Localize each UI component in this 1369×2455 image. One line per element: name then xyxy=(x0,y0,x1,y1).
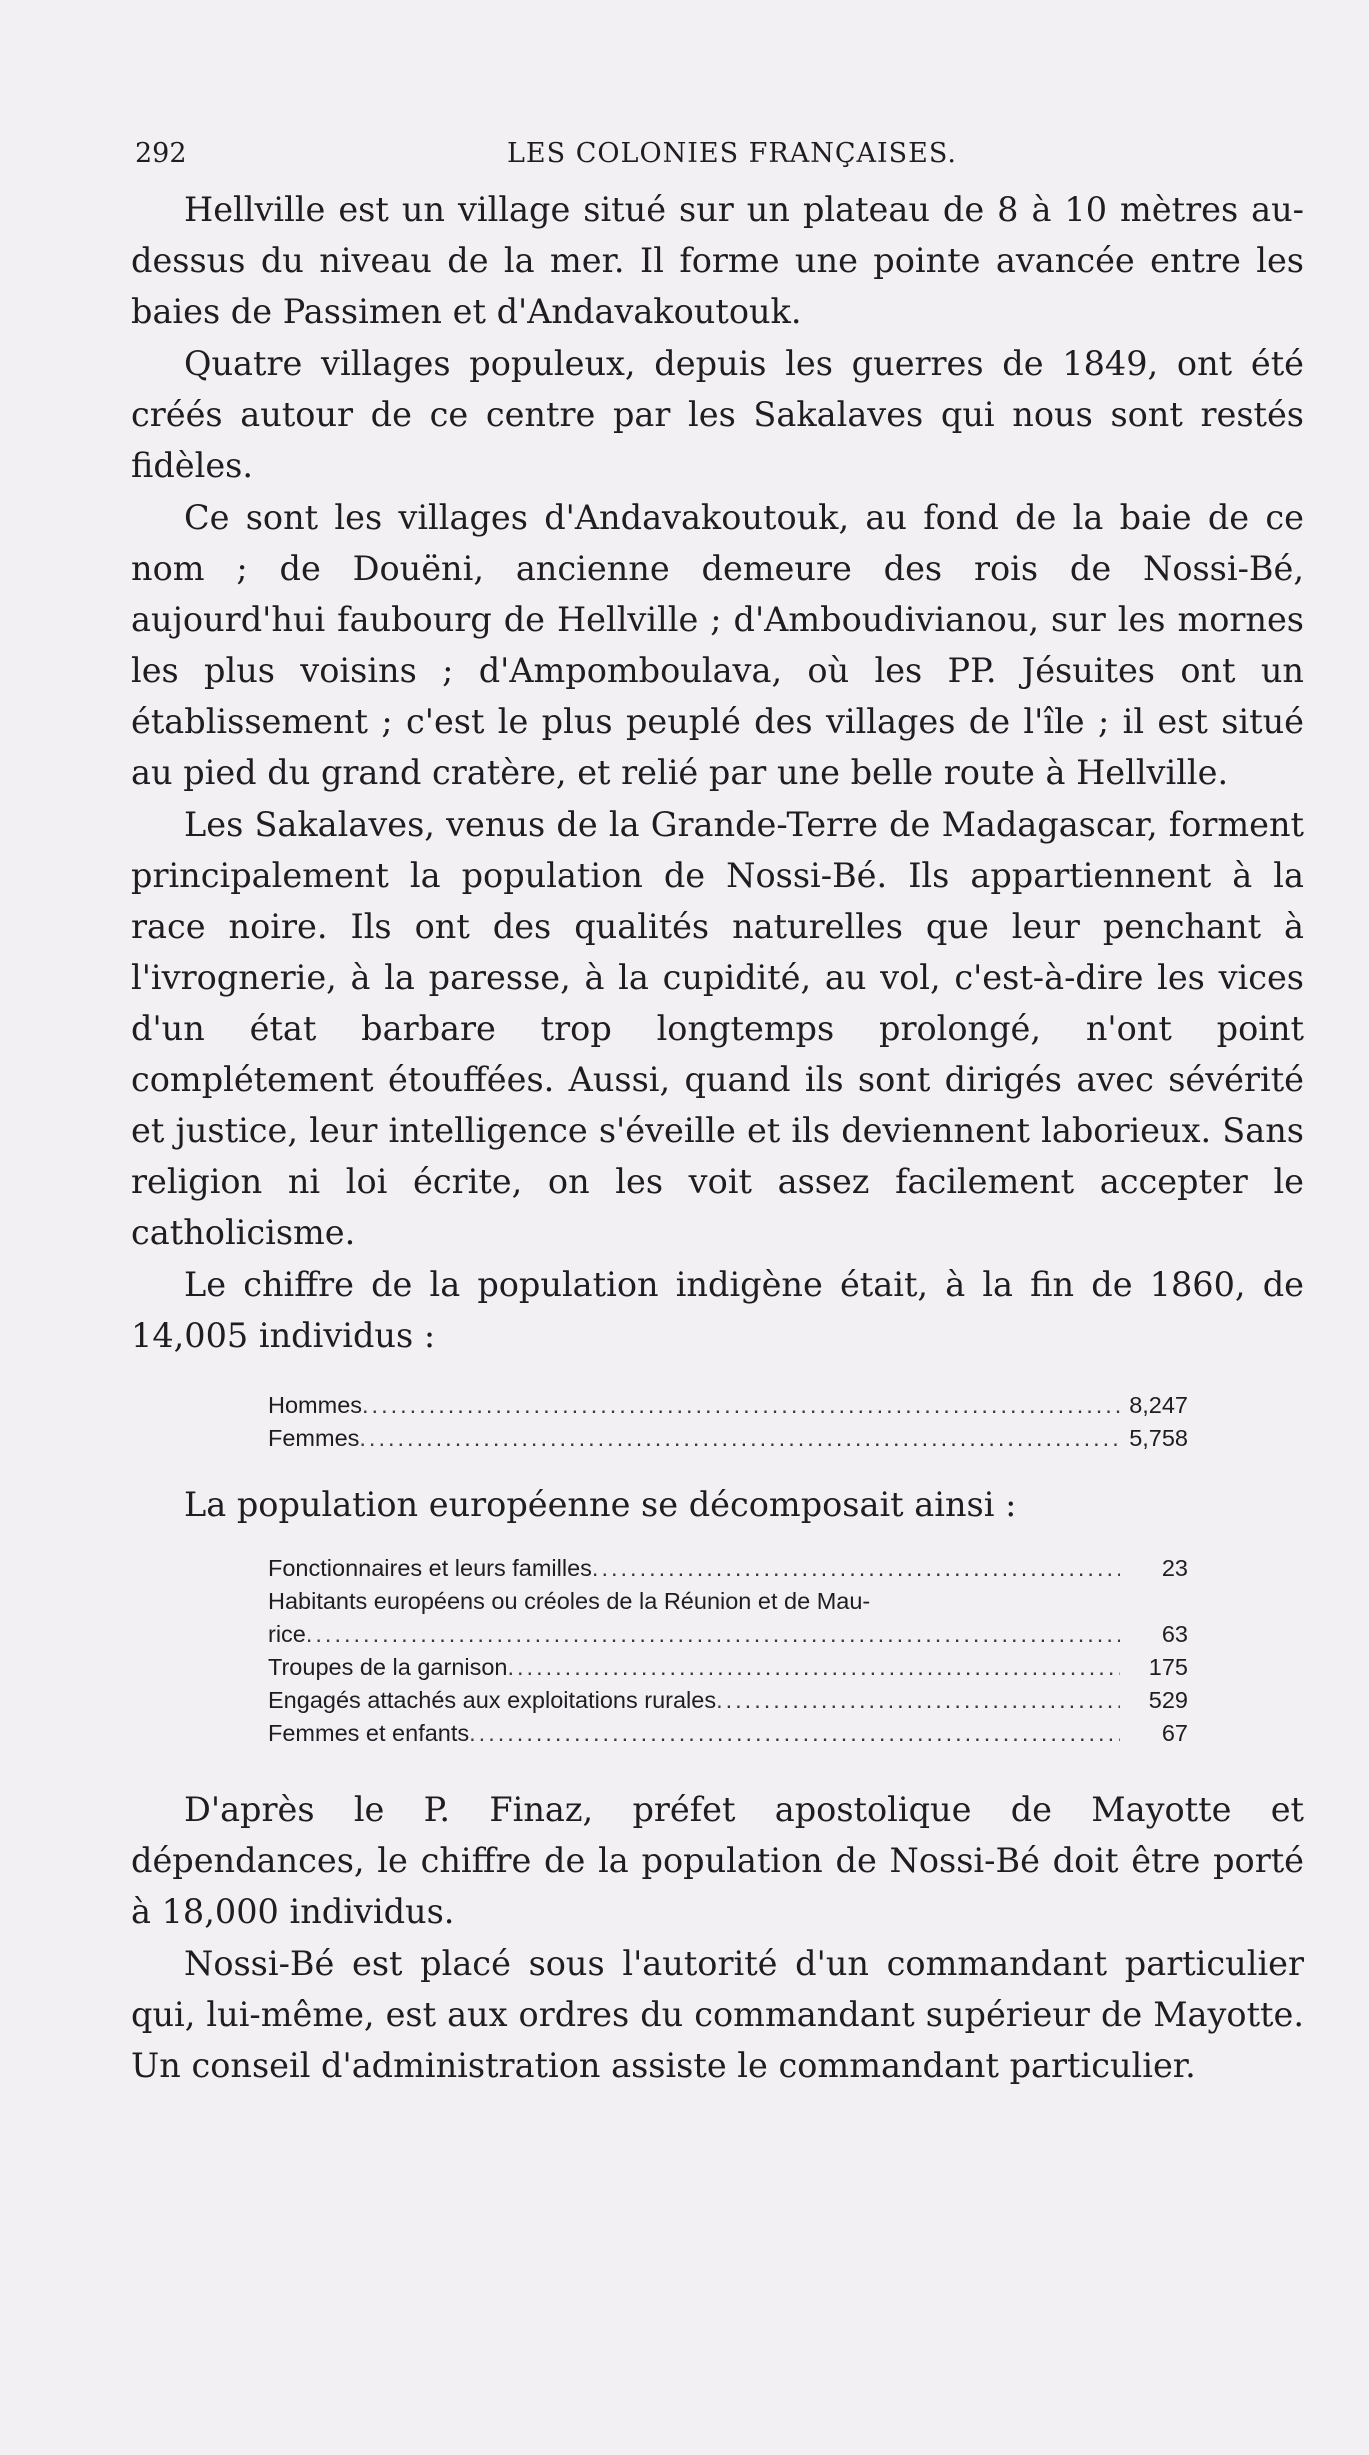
leader-dots xyxy=(359,1422,1120,1455)
row-value: 175 xyxy=(1148,1654,1188,1680)
indigenous-population-table xyxy=(268,1389,1188,1455)
table-row xyxy=(268,1684,1188,1717)
page-header xyxy=(135,138,975,178)
row-value: 67 xyxy=(1161,1720,1188,1746)
paragraph-finaz: D'après le P. Finaz, préfet apostolique de Mayotte et dépendances, le chiffre de la population de Nossi-Bé doit être porté à 18,000 individus. xyxy=(131,1790,1304,1931)
table-row xyxy=(268,1552,1188,1585)
paragraph-sakalaves: Les Sakalaves, venus de la Grande-Terre de Madagascar, forment principalement la population de Nossi-Bé. Ils appartiennent à la race noire. Ils ont des qualités naturelles que leur penchant à l'ivrognerie, à la paresse, à la cupidité, au vol, c'est-à-dire les vices d'un état barbare trop longtemps prolongé, n'ont point complétement étouffées. Aussi, quand ils sont dirigés avec sévérité et justice, leur intelligence s'éveille et ils deviennent laborieux. Sans religion ni loi écrite, on les voit assez facilement accepter le catholicisme. xyxy=(131,805,1304,1252)
leader-dots xyxy=(362,1389,1120,1422)
row-value: 8,247 xyxy=(1129,1392,1188,1418)
table-row xyxy=(268,1585,1188,1618)
paragraph-administration: Nossi-Bé est placé sous l'autorité d'un commandant particulier qui, lui-même, est aux ordres du commandant supérieur de Mayotte. Un conseil d'administration assiste le commandant particulier. xyxy=(131,1944,1304,2085)
running-title: LES COLONIES FRANÇAISES. xyxy=(507,138,957,169)
row-value: 63 xyxy=(1161,1621,1188,1647)
leader-dots xyxy=(469,1717,1120,1750)
european-population-table xyxy=(268,1552,1188,1750)
leader-dots xyxy=(716,1684,1120,1717)
leader-dots xyxy=(306,1618,1120,1651)
paragraph-hellville: Hellville est un village situé sur un plateau de 8 à 10 mètres au-dessus du niveau de la mer. Il forme une pointe avancée entre les baies de Passimen et d'Andavakoutouk. xyxy=(131,190,1304,331)
row-label: rice xyxy=(268,1621,306,1647)
paragraph-villages: Quatre villages populeux, depuis les guerres de 1849, ont été créés autour de ce centre par les Sakalaves qui nous sont restés fidèles. xyxy=(131,344,1304,485)
row-value: 5,758 xyxy=(1129,1425,1188,1451)
row-label: Fonctionnaires et leurs familles xyxy=(268,1555,592,1581)
page-number: 292 xyxy=(135,138,187,169)
row-label: Hommes xyxy=(268,1392,363,1418)
row-label: Habitants européens ou créoles de la Réunion et de Mau- xyxy=(268,1588,871,1614)
row-label: Femmes xyxy=(268,1425,360,1451)
table-row xyxy=(268,1389,1188,1422)
table-row xyxy=(268,1618,1188,1651)
table-row xyxy=(268,1651,1188,1684)
paragraph-village-list: Ce sont les villages d'Andavakoutouk, au fond de la baie de ce nom ; de Douëni, ancienne demeure des rois de Nossi-Bé, aujourd'hui faubourg de Hellville ; d'Amboudivianou, sur les mornes les plus voisins ; d'Ampomboulava, où les PP. Jésuites ont un établissement ; c'est le plus peuplé des villages de l'île ; il est situé au pied du grand cratère, et relié par une belle route à Hellville. xyxy=(131,498,1304,792)
row-label: Troupes de la garnison xyxy=(268,1654,508,1680)
paragraph-indigenous-population: Le chiffre de la population indigène était, à la fin de 1860, de 14,005 individus : xyxy=(131,1265,1304,1355)
table-row xyxy=(268,1422,1188,1455)
row-value: 23 xyxy=(1161,1555,1188,1581)
row-label: Engagés attachés aux exploitations rurales xyxy=(268,1687,717,1713)
table-row xyxy=(268,1717,1188,1750)
leader-dots xyxy=(508,1651,1121,1684)
row-label: Femmes et enfants xyxy=(268,1720,470,1746)
row-value: 529 xyxy=(1148,1687,1188,1713)
leader-dots xyxy=(592,1552,1120,1585)
paragraph-european-population: La population européenne se décomposait ainsi : xyxy=(184,1485,1017,1524)
body-text xyxy=(131,184,1304,2091)
